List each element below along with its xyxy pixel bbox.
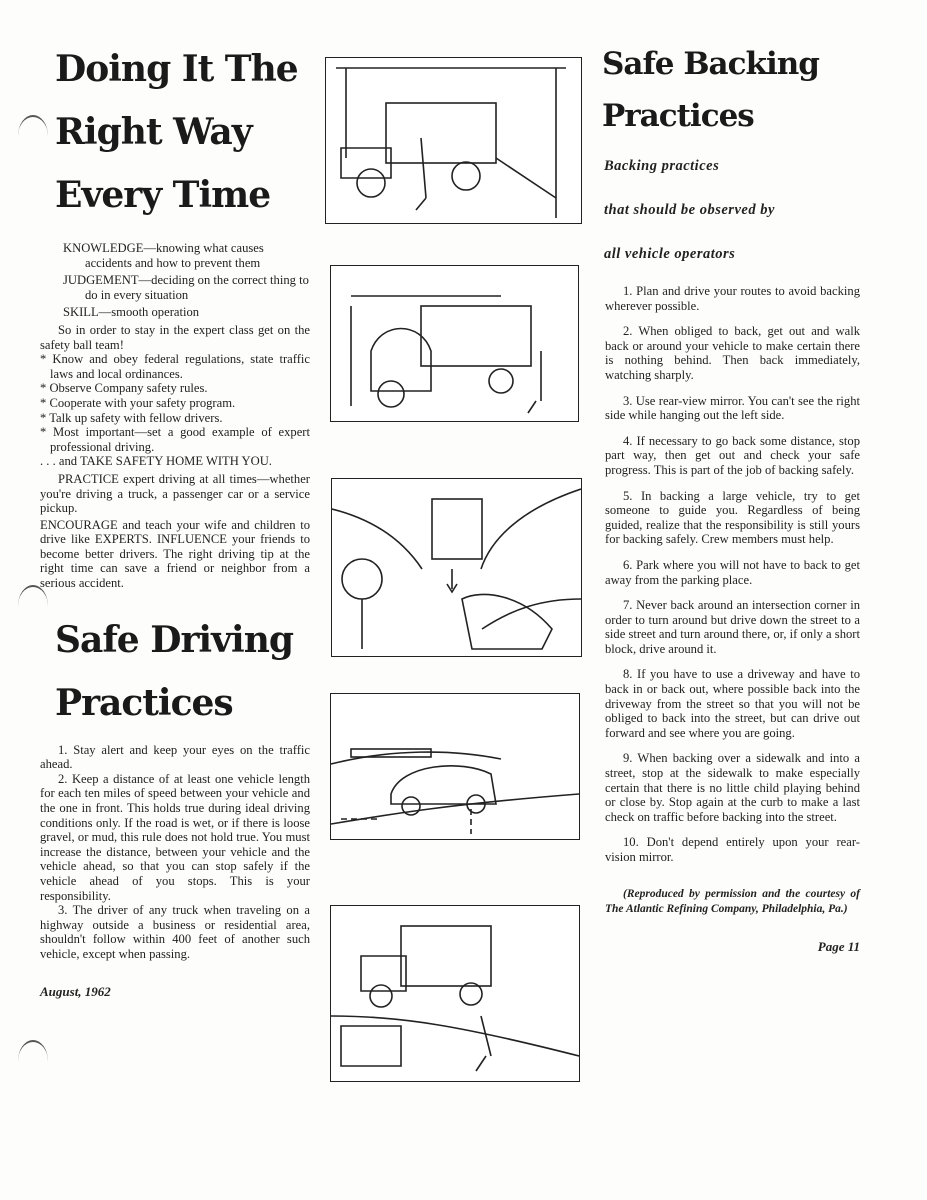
list-item: 3. Use rear-view mirror. You can't see the right side while hanging out the left side.: [605, 393, 860, 423]
binder-hole: [18, 1040, 48, 1082]
list-item: 8. If you have to use a driveway and have to back in or back out, where possible back into the driveway from the street so that you will not be obliged to back into the street, but can drive out forward and see where you are going.: [605, 667, 860, 740]
title-line: Practices: [602, 98, 754, 134]
list-item: 3. The driver of any truck when traveling on a highway outside a business or residential area, shouldn't follow within 400 feet of another such vehicle, except when passing.: [40, 903, 310, 961]
title-line: Doing It The: [55, 48, 298, 90]
bullet: * Talk up safety with fellow drivers.: [40, 410, 223, 425]
article-body: [40, 743, 310, 962]
title-line: Safe Backing: [602, 46, 819, 82]
list-item: 2. When obliged to back, get out and walk back or around your vehicle to make certain there is nothing behind. Then back immediately, watching sharply.: [605, 324, 860, 382]
bullet: * Cooperate with your safety program.: [40, 395, 236, 410]
list-item: 6. Park where you will not have to back to get away from the parking place.: [605, 557, 860, 587]
page-number: Page 11: [817, 938, 860, 954]
subtitle-line: Backing practices: [604, 158, 720, 174]
list-item: 9. When backing over a sidewalk and into a street, stop at the sidewalk to make especially certain that there is no little child playing behind or close by. Stop again at the curb to make a last check on traffic before backing into the street.: [605, 751, 860, 824]
paragraph: So in order to stay in the expert class get on the safety ball team!: [40, 322, 310, 352]
definition: SKILL—smooth operation: [63, 305, 200, 320]
article-body: [602, 284, 860, 917]
title-line: Practices: [55, 681, 233, 724]
left-column: [40, 38, 310, 1000]
article-subtitle: [602, 144, 860, 276]
article-body: [40, 241, 310, 591]
bullet: * Observe Company safety rules.: [40, 381, 208, 396]
title-line: Every Time: [55, 174, 271, 216]
list-item: 1. Stay alert and keep your eyes on the traffic ahead.: [40, 742, 310, 772]
title-line: Safe Driving: [55, 618, 294, 661]
illustration-truck-guide: [330, 265, 579, 422]
bullet: * Most important—set a good example of expert professional driving.: [40, 425, 310, 454]
definition: JUDGEMENT—deciding on the correct thing to do in every situation: [63, 273, 309, 302]
subtitle-line: all vehicle operators: [604, 246, 736, 262]
right-column: [602, 38, 860, 955]
list-item: 2. Keep a distance of at least one vehicle length for each ten miles of speed between your vehicle and the one in front. This holds true during ideal driving conditions only. If the road is wet, or if there is loose gravel, or mud, this rule does not hold true. You must increase the distance, between your vehicle and the vehicle ahead, so that you can stop safely if the vehicle ahead of you stops. This is your responsibility.: [40, 771, 310, 903]
illustration-intersection: [331, 478, 582, 657]
illustration-truck-backing: [330, 905, 580, 1082]
illustration-truck-parked: [325, 57, 582, 224]
paragraph: PRACTICE expert driving at all times—whether you're driving a truck, a passenger car or a service pickup.: [40, 471, 310, 516]
list-item: 10. Don't depend entirely upon your rear-vision mirror.: [605, 835, 860, 864]
definition: KNOWLEDGE—knowing what causes accidents and how to prevent them: [63, 241, 264, 270]
title-line: Right Way: [55, 111, 252, 153]
bullet: * Know and obey federal regulations, state traffic laws and local ordinances.: [40, 352, 310, 381]
list-item: 4. If necessary to go back some distance, stop part way, then get out and check your safe progress. This is part of the job of backing safely.: [605, 433, 860, 477]
paragraph: ENCOURAGE and teach your wife and children to drive like EXPERTS. INFLUENCE your friends to become better drivers. The right driving tip at the right time can save a friend or neighbor from a serious accident.: [40, 517, 310, 591]
list-item: 1. Plan and drive your routes to avoid backing wherever possible.: [605, 284, 860, 313]
issue-date: August, 1962: [40, 983, 111, 999]
subtitle-line: that should be observed by: [604, 202, 775, 218]
article-title: [40, 609, 310, 735]
article-title: [40, 38, 310, 227]
list-item: 5. In backing a large vehicle, try to get someone to guide you. Regardless of being guided, realize that the responsibility is still yours for backing safely. Crew members must help.: [605, 488, 860, 547]
list-item: 7. Never back around an intersection corner in order to turn around but drive down the street to a side street and turn around there, or, if only a short block, drive around it.: [605, 598, 860, 656]
illustration-car-turning: [330, 693, 580, 840]
paragraph: . . . and TAKE SAFETY HOME WITH YOU.: [40, 454, 272, 469]
article-title: [602, 38, 860, 142]
credit-note: (Reproduced by permission and the courtesy of The Atlantic Refining Company, Philadelphia, Pa.): [605, 887, 860, 915]
